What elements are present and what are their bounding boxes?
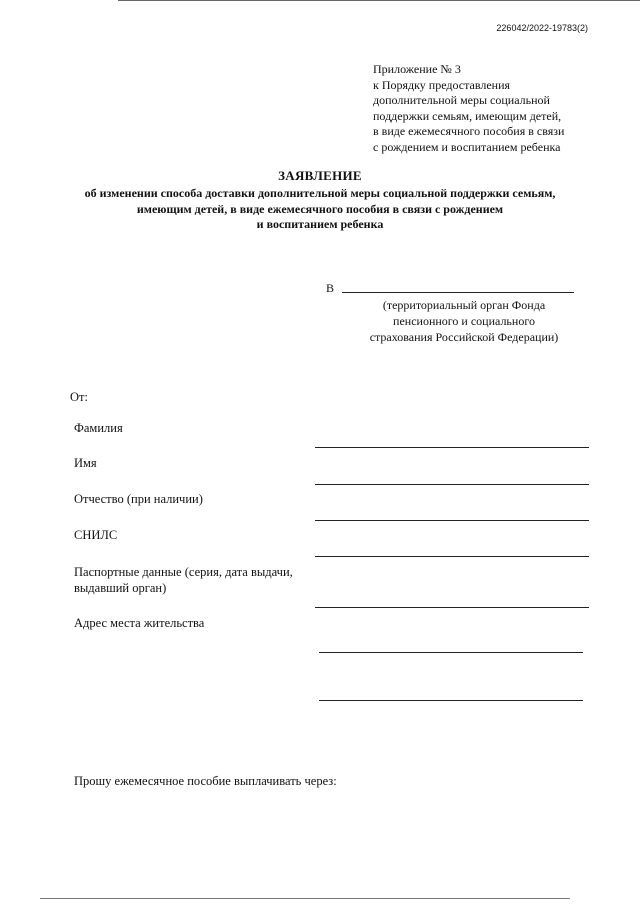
first-name-blank-line[interactable] bbox=[315, 484, 589, 485]
addressee-prefix: В bbox=[326, 281, 335, 295]
appendix-line: в виде ежемесячного пособия в связи bbox=[373, 124, 565, 139]
appendix-line: поддержки семьям, имеющим детей, bbox=[373, 108, 562, 123]
payment-request-text: Прошу ежемесячное пособие выплачивать через: bbox=[74, 774, 337, 788]
snils-label: СНИЛС bbox=[74, 528, 118, 542]
address-blank-line-1[interactable] bbox=[319, 652, 583, 653]
passport-blank-line[interactable] bbox=[315, 607, 589, 608]
passport-label-line2: выдавший орган) bbox=[74, 581, 167, 595]
patronymic-label: Отчество (при наличии) bbox=[74, 492, 203, 506]
address-label: Адрес места жительства bbox=[74, 616, 205, 630]
document-heading bbox=[0, 168, 640, 233]
caption-line: страхования Российской Федерации) bbox=[369, 330, 559, 344]
surname-label: Фамилия bbox=[74, 421, 123, 435]
addressee-block bbox=[326, 281, 334, 296]
caption-line: (территориальный орган Фонда bbox=[382, 298, 546, 312]
caption-line: пенсионного и социального bbox=[393, 314, 535, 328]
subtitle-line: и воспитанием ребенка bbox=[256, 217, 384, 232]
appendix-line: с рождением и воспитанием ребенка bbox=[373, 139, 561, 154]
bottom-edge-rule bbox=[40, 898, 570, 899]
address-blank-line-2[interactable] bbox=[319, 700, 583, 701]
patronymic-blank-line[interactable] bbox=[315, 520, 589, 521]
appendix-line: Приложение № 3 bbox=[373, 62, 461, 76]
subtitle-line: об изменении способа доставки дополнительной меры социальной поддержки семьям, bbox=[84, 186, 556, 200]
surname-blank-line[interactable] bbox=[315, 447, 589, 448]
passport-label-line1: Паспортные данные (серия, дата выдачи, bbox=[74, 565, 293, 579]
appendix-reference bbox=[373, 62, 564, 156]
appendix-line: дополнительной меры социальной bbox=[373, 93, 550, 108]
addressee-caption bbox=[348, 297, 580, 345]
appendix-line: к Порядку предоставления bbox=[373, 77, 511, 92]
from-label: От: bbox=[70, 390, 88, 404]
first-name-label: Имя bbox=[74, 456, 97, 470]
document-title: ЗАЯВЛЕНИЕ bbox=[278, 168, 362, 183]
document-number: 226042/2022-19783(2) bbox=[496, 23, 588, 33]
subtitle-line: имеющим детей, в виде ежемесячного пособия в связи с рождением bbox=[136, 201, 504, 216]
top-edge-rule bbox=[118, 0, 640, 1]
snils-blank-line[interactable] bbox=[315, 556, 589, 557]
addressee-blank-line[interactable] bbox=[342, 292, 574, 293]
